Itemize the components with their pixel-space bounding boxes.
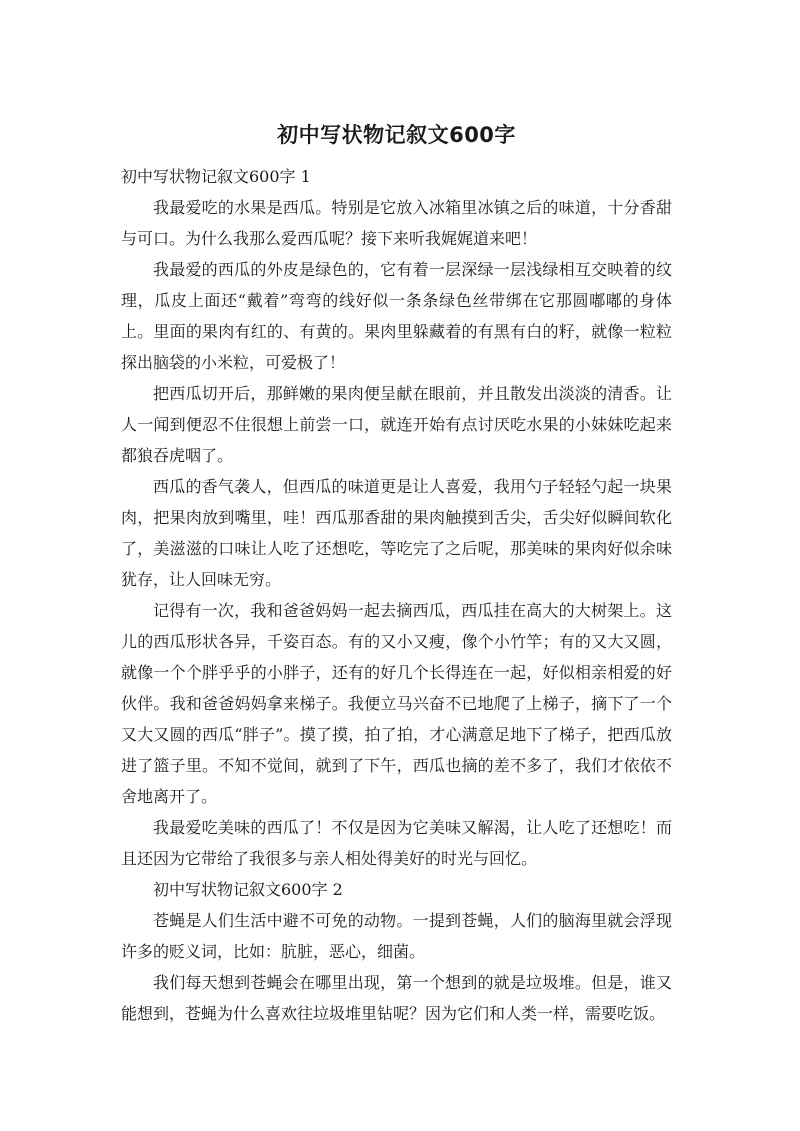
paragraph: 我们每天想到苍蝇会在哪里出现，第一个想到的就是垃圾堆。但是，谁又能想到，苍蝇为什么喜欢往垃圾堆里钻呢？因为它们和人类一样，需要吃饭。 [121, 973, 672, 1023]
document-title: 初中写状物记叙文600字 [277, 123, 516, 147]
paragraph: 西瓜的香气袭人，但西瓜的味道更是让人喜爱，我用勺子轻轻勺起一块果肉，把果肉放到嘴里，哇！西瓜那香甜的果肉触摸到舌尖，舌尖好似瞬间软化了，美滋滋的口味让人吃了还想吃，等吃完了之后呢，那美味的果肉好似余味犹存，让人回味无穷。 [121, 477, 672, 589]
paragraph: 把西瓜切开后，那鲜嫩的果肉便呈献在眼前，并且散发出淡淡的清香。让人一闻到便忍不住很想上前尝一口，就连开始有点讨厌吃水果的小妹妹吃起来都狼吞虎咽了。 [121, 384, 672, 465]
paragraph: 记得有一次，我和爸爸妈妈一起去摘西瓜，西瓜挂在高大的大树架上。这儿的西瓜形状各异，千姿百态。有的又小又瘦，像个小竹竿；有的又大又圆，就像一个个胖乎乎的小胖子，还有的好几个长得连在一起，好似相亲相爱的好伙伴。我和爸爸妈妈拿来梯子。我便立马兴奋不已地爬了上梯子，摘下了一个又大又圆的西瓜“胖子”。摸了摸，拍了拍，才心满意足地下了梯子，把西瓜放进了篮子里。不知不觉间，就到了下午，西瓜也摘的差不多了，我们才依依不舍地离开了。 [121, 601, 672, 806]
section-heading-1: 初中写状物记叙文600字 1 [121, 167, 311, 186]
paragraph: 我最爱吃美味的西瓜了！不仅是因为它美味又解渴，让人吃了还想吃！而且还因为它带给了我很多与亲人相处得美好的时光与回忆。 [121, 818, 672, 868]
paragraph: 苍蝇是人们生活中避不可免的动物。一提到苍蝇，人们的脑海里就会浮现许多的贬义词，比如：肮脏，恶心，细菌。 [121, 911, 672, 961]
paragraph: 我最爱的西瓜的外皮是绿色的，它有着一层深绿一层浅绿相互交映着的纹理，瓜皮上面还“戴着”弯弯的线好似一条条绿色丝带绑在它那圆嘟嘟的身体上。里面的果肉有红的、有黄的。果肉里躲藏着的有黑有白的籽，就像一粒粒探出脑袋的小米粒，可爱极了！ [121, 260, 672, 372]
paragraph: 我最爱吃的水果是西瓜。特别是它放入冰箱里冰镇之后的味道，十分香甜与可口。为什么我那么爱西瓜呢？接下来听我娓娓道来吧！ [121, 198, 672, 248]
section-heading-2: 初中写状物记叙文600字 2 [153, 880, 343, 899]
